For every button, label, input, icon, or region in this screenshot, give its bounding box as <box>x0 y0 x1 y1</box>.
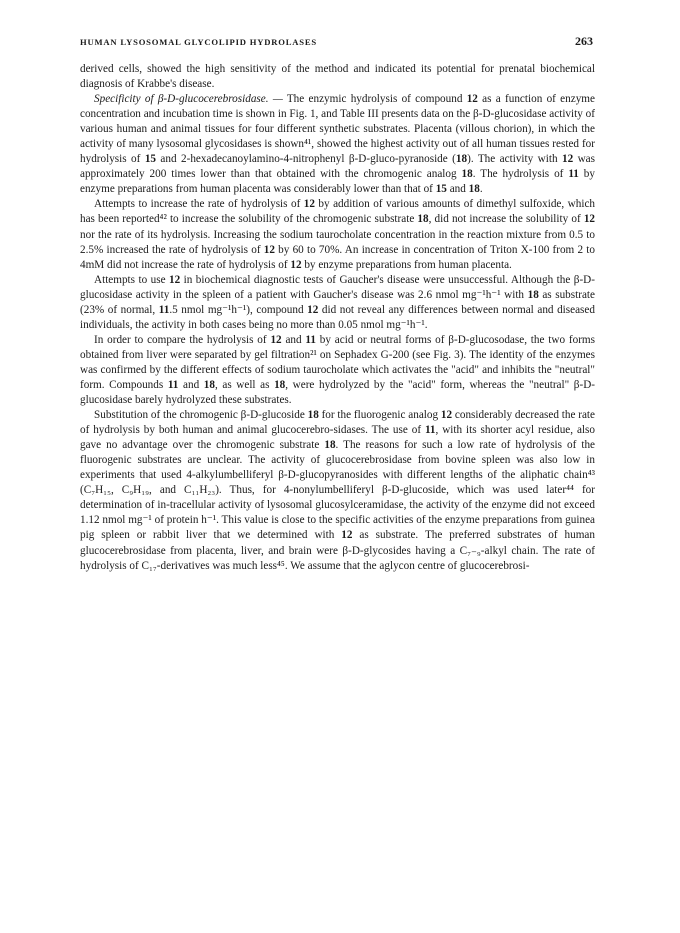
running-head: HUMAN LYSOSOMAL GLYCOLIPID HYDROLASES <box>80 37 317 47</box>
paragraph-2 <box>80 92 595 197</box>
paragraph-2-text: The enzymic hydrolysis of compound 12 as a function of enzyme concentration and incubation time is shown in Fig. 1, and Table III presents data on the β-D-glucosidase activity of various human and animal tissues for four different synthetic substrates. Placenta (villous chorion), in which the activity of many lysosomal glycosidases is shown⁴¹, showed the highest activity out of all human tissues rested for hydrolysis of 15 and 2-hexadecanoylamino-4-nitrophenyl β-D-gluco-pyranoside (18). The activity with 12 was approximately 200 times lower than that obtained with the chromogenic analog 18. The hydrolysis of 11 by enzyme preparations from human placenta was considerably lower than that of 15 and 18. <box>80 93 596 196</box>
body-text <box>80 62 595 574</box>
paragraph-4: Attempts to use 12 in biochemical diagnostic tests of Gaucher's disease were unsuccessful. Although the β-D-glucosidase activity in the spleen of a patient with Gaucher's disease was 2.6 nmol mg⁻¹h⁻¹ with 18 as substrate (23% of normal, 11.5 nmol mg⁻¹h⁻¹), compound 12 did not reveal any differences between normal and diseased individuals, the activity in both cases being no more than 0.05 nmol mg⁻¹h⁻¹. <box>80 273 595 331</box>
paragraph-5: In order to compare the hydrolysis of 12 and 11 by acid or neutral forms of β-D-glucosodase, the two forms obtained from liver were separated by gel filtration²¹ on Sephadex G-200 (see Fig. 3). The identity of the enzymes was confirmed by the different effects of sodium taurocholate which activates the "acid" and inhibits the "neutral" form. Compounds 11 and 18, as well as 18, were hydrolyzed by the "acid" form, whereas the "neutral" β-D-glucosidase barely hydrolyzed these substrates. <box>80 333 596 407</box>
paragraph-3: Attempts to increase the rate of hydrolysis of 12 by addition of various amounts of dimethyl sulfoxide, which has been reported⁴² to increase the solubility of the chromogenic substrate 18, did not increase the solubility of 12 nor the rate of its hydrolysis. Increasing the sodium taurocholate concentration in the reaction mixture from 0.5 to 2.5% increased the rate of hydrolysis of 12 by 60 to 70%. An increase in concentration of Triton X-100 from 2 to 4mM did not increase the rate of hydrolysis of 12 by enzyme preparations from human placenta. <box>80 198 595 271</box>
page-number: 263 <box>575 34 593 48</box>
paragraph-1: derived cells, showed the high sensitivity of the method and indicated its potential for prenatal biochemical diagnosis of Krabbe's disease. <box>80 63 595 91</box>
page-header <box>80 34 593 52</box>
paragraph-6: Substitution of the chromogenic β-D-glucoside 18 for the fluorogenic analog 12 considerably decreased the rate of hydrolysis by both human and animal glucocerebro-sidases. The use of 11, with its shorter acyl residue, also gave no advantage over the chromogenic substrate 18. The reasons for such a low rate of hydrolysis of the fluorogenic substrates are unclear. The activity of glucocerebrosidase from bovine spleen was also low in experiments that used 4-alkylumbelliferyl β-D-glucopyranosides with different lengths of the aliphatic chain⁴³ (C₇H₁₅, C₉H₁₉, and C₁₁H₂₃). Thus, for 4-nonylumbelliferyl β-D-glucoside, which was used later⁴⁴ for determination of in-tracellular activity of lysosomal glucosylceramidase, the activity of the enzyme did not exceed 1.12 nmol mg⁻¹ of protein h⁻¹. This value is close to the specific activities of the enzyme preparations from guinea pig spleen or rabbit liver that we determined with 12 as substrate. The preferred substrates of human glucocerebrosidase from placenta, liver, and brain were β-D-glycosides having a C₇₋₉-alkyl chain. The rate of hydrolysis of C₁₇-derivatives was much less⁴⁵. We assume that the aglycon centre of glucocerebrosi- <box>80 409 596 572</box>
section-heading: Specificity of β-D-glucocerebrosidase. — <box>94 93 283 106</box>
